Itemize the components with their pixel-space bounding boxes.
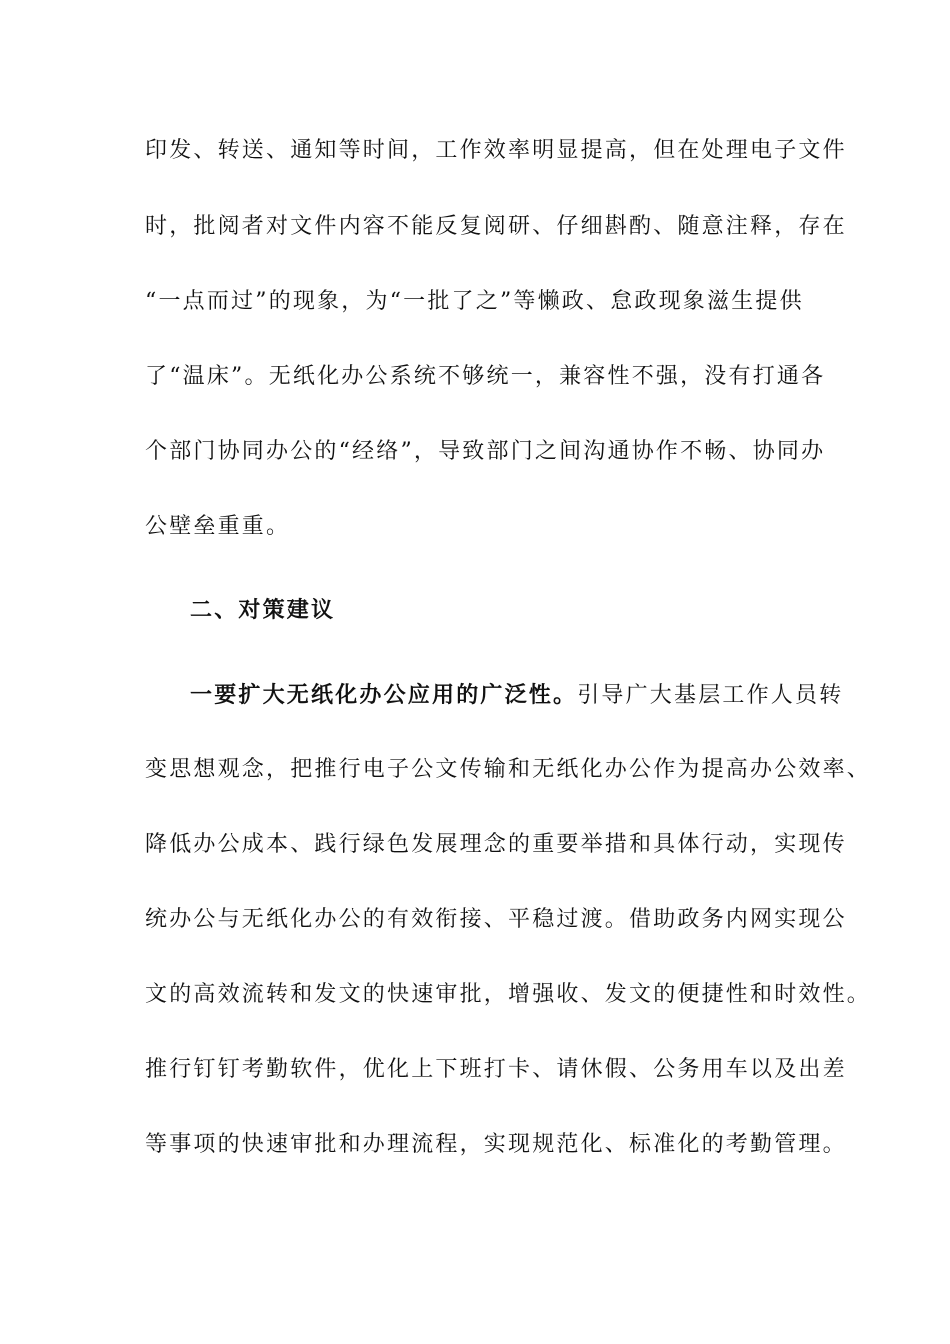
paragraph-lead-bold: 一要扩大无纸化办公应用的广泛性。 [190, 682, 578, 708]
body-text-line: 了“温床”。无纸化办公系统不够统一，兼容性不强，没有打通各 [145, 364, 826, 389]
body-text-line: 变思想观念，把推行电子公文传输和无纸化办公作为提高办公效率、 [145, 757, 872, 782]
body-text-line: “一点而过”的现象，为“一批了之”等懒政、怠政现象滋生提供 [145, 289, 804, 314]
section-heading: 二、对策建议 [190, 597, 336, 623]
body-text-line: 公壁垒重重。 [145, 514, 291, 539]
body-text-line: 个部门协同办公的“经络”，导致部门之间沟通协作不畅、协同办 [145, 439, 826, 464]
body-text-line: 推行钉钉考勤软件，优化上下班打卡、请休假、公务用车以及出差 [145, 1057, 847, 1082]
body-text-line: 降低办公成本、践行绿色发展理念的重要举措和具体行动，实现传 [145, 832, 847, 857]
body-text-line: 等事项的快速审批和办理流程，实现规范化、标准化的考勤管理。 [145, 1132, 847, 1157]
body-text-line: 统办公与无纸化办公的有效衔接、平稳过渡。借助政务内网实现公 [145, 907, 847, 932]
paragraph-first-line [190, 680, 844, 711]
body-text-line: 时，批阅者对文件内容不能反复阅研、仔细斟酌、随意注释，存在 [145, 214, 847, 239]
body-text-line: 文的高效流转和发文的快速审批，增强收、发文的便捷性和时效性。 [145, 982, 872, 1007]
body-text-line: 印发、转送、通知等时间，工作效率明显提高，但在处理电子文件 [145, 138, 847, 163]
paragraph-lead-rest: 引导广大基层工作人员转 [577, 683, 844, 708]
